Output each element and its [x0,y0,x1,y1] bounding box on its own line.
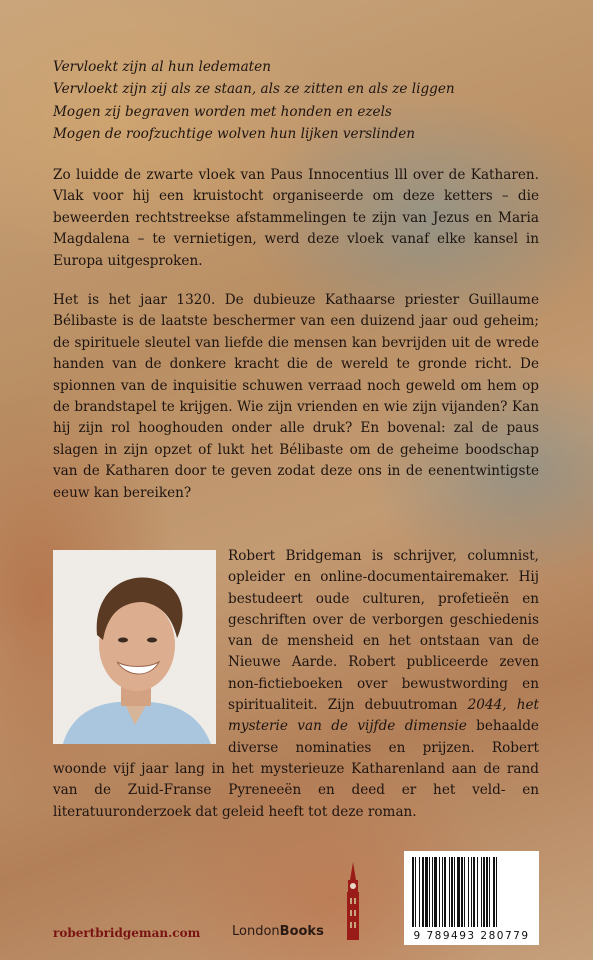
barcode-bar [481,857,482,927]
isbn-barcode [404,851,539,945]
poem-line: Vervloekt zijn al hun ledematen [53,59,271,75]
barcode-bar [432,857,433,927]
barcode-bar [468,857,469,927]
barcode-bar [471,857,472,927]
barcode-bar [486,857,488,927]
barcode-bar [449,857,450,927]
publisher-name-part1: London [232,924,280,939]
barcode-bar [473,857,475,927]
barcode-bar [477,857,478,927]
tower-icon [343,862,363,940]
barcode-bar [425,857,428,927]
barcode-bar [451,857,453,927]
barcode-bar [419,857,420,927]
poem-line: Mogen zij begraven worden met honden en ezels [53,103,392,120]
barcode-bar [434,857,437,927]
poem [53,56,553,146]
barcode-bar [444,857,446,927]
bio-text-end: behaalde diverse nominaties en prijzen. Robert woonde vijf jaar lang in het mysterieuze Katharenland aan de rand van de Zuid-Franse Pyreneeën en deed er het veld- en literatuuronderzoek dat geleid heeft tot deze roman. [53,718,539,820]
barcode-bar [496,857,497,927]
publisher-logo [232,924,324,939]
barcode-bar [489,857,490,927]
barcode-bar [464,857,465,927]
author-bio [53,546,539,823]
barcode-bar [457,857,460,927]
barcode-bar [454,857,455,927]
barcode-bar [442,857,443,927]
author-website: robertbridgeman.com [53,926,201,940]
intro-paragraph: Zo luidde de zwarte vloek van Paus Innocentius lll over de Katharen. Vlak voor hij een kruistocht organiseerde om deze ketters – die beweerden rechtstreekse afstammelingen te zijn van Jezus en Maria Magdalena – te vernietigen, werd deze vloek vanaf elke kansel in Europa uitgesproken. [53,167,539,269]
poem-line: Mogen de roofzuchtige wolven hun lijken verslinden [53,126,416,143]
barcode-bar [412,857,414,927]
barcode-bar [483,857,485,927]
barcode-bar [422,857,424,927]
barcode-bar [415,857,416,927]
poem-line: Vervloekt zijn zij als ze staan, als ze zitten en als ze liggen [53,81,455,98]
debut-novel-title: 2044, het mysterie van de vijfde dimensie [228,697,540,735]
barcode-bar [493,857,495,927]
isbn-number: 9 789493 280779 [413,930,530,942]
barcode-bars [404,851,539,931]
publisher-name-part2: Books [279,924,324,939]
barcode-bar [429,857,430,927]
bio-text: Robert Bridgeman is schrijver, columnist, opleider en online-documentairemaker. Hij bestudeert oude culturen, profetieën en geschriften over de verborgen geschiedenis van de mensheid en het ontstaan van de Nieuwe Aarde. Robert publiceerde zeven non-fictieboeken over bewustwording en spiritualiteit. Zijn debuutroman [228,548,539,714]
barcode-bar [439,857,440,927]
barcode-bar [461,857,463,927]
synopsis-paragraph: Het is het jaar 1320. De dubieuze Kathaarse priester Guillaume Bélibaste is de laatste beschermer van een duizend jaar oud geheim; de spirituele sleutel van liefde die mensen kan bevrijden uit de wrede handen van de donkere kracht die de wereld te gronde richt. De spionnen van de inquisitie schuwen verraad noch geweld om hem op de brandstapel te krijgen. Wie zijn vrienden en wie zijn vijanden? Kan hij zijn rol hooghouden onder alle druk? En bovenal: zal de paus slagen in zijn opzet of lukt het Bélibaste om de geheime boodschap van de Katharen door te geven zodat deze ons in de eenentwintigste eeuw kan bereiken? [53,292,539,501]
